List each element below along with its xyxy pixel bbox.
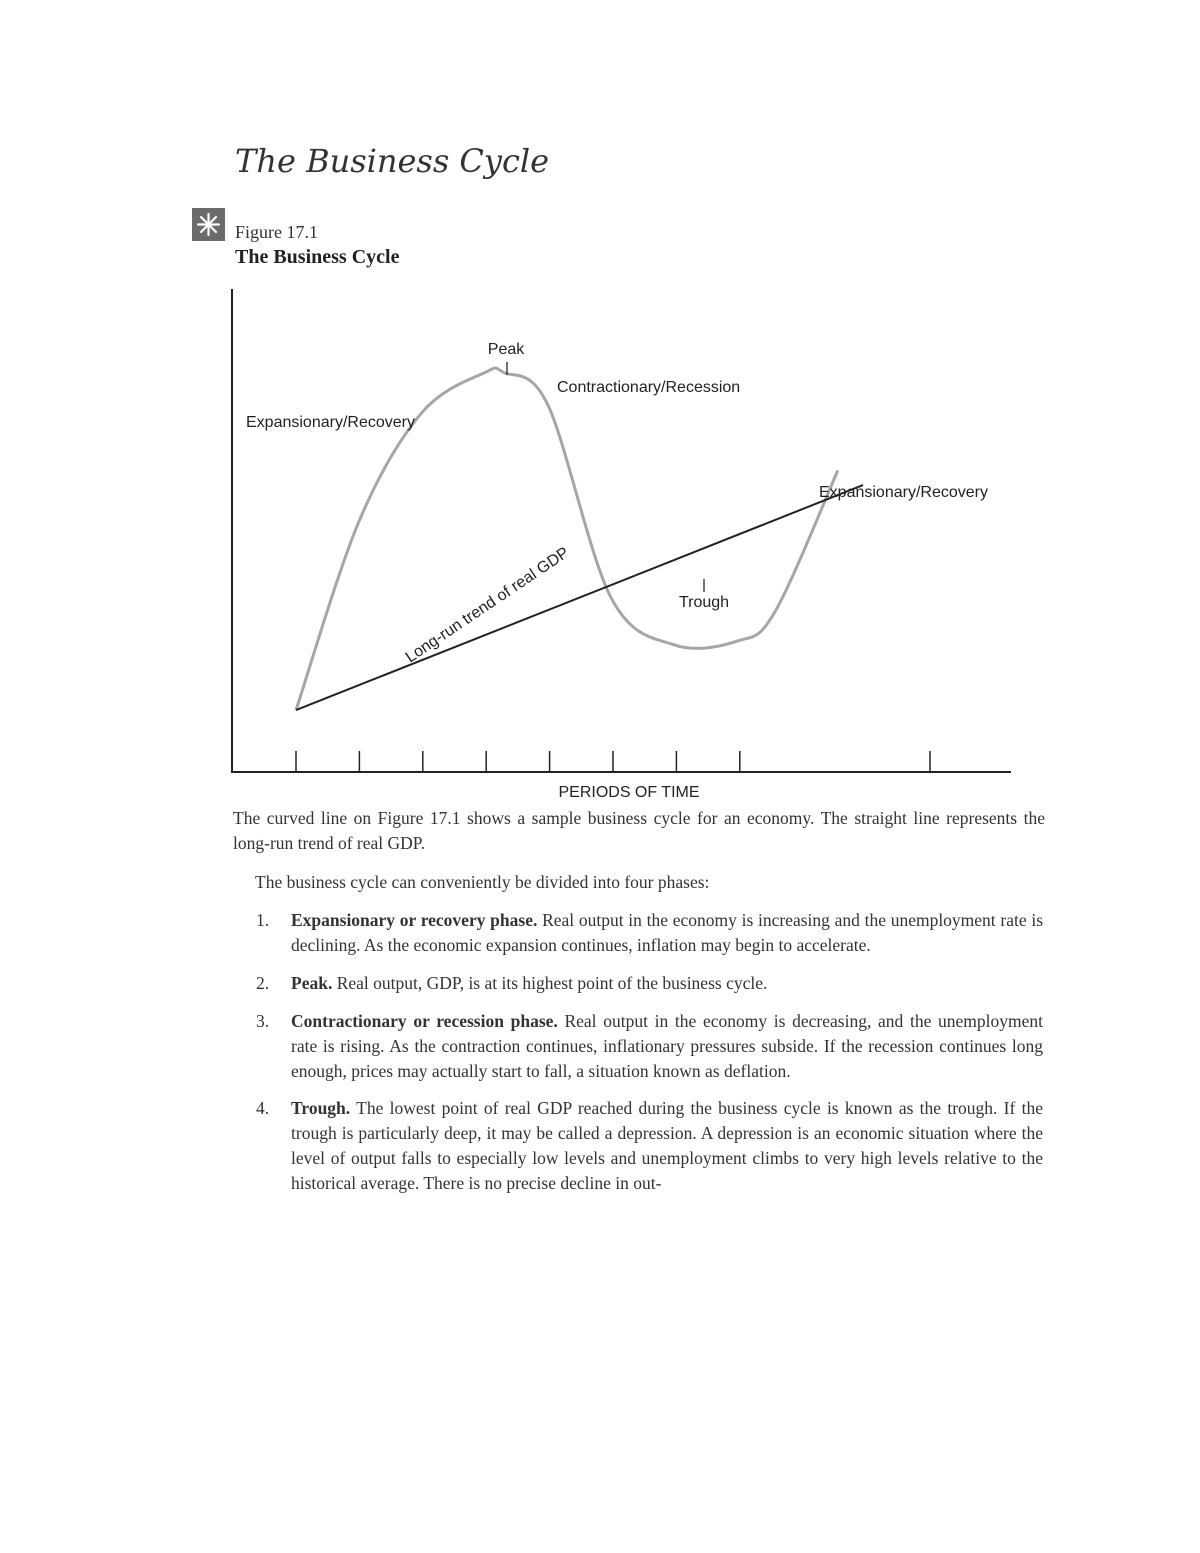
intro-paragraph: The curved line on Figure 17.1 shows a sample business cycle for an economy. The straight line represents the long-run trend of real GDP. bbox=[233, 808, 1045, 853]
phase-body: Real output, GDP, is at its highest point of the business cycle. bbox=[332, 973, 768, 993]
list-item-text bbox=[291, 1096, 1043, 1196]
list-item-text bbox=[291, 1009, 1043, 1084]
trough-label: Trough bbox=[678, 594, 730, 611]
list-number: 1. bbox=[256, 910, 270, 930]
trend-line bbox=[296, 485, 863, 710]
expansion-label-left: Expansionary/Recovery bbox=[246, 414, 415, 431]
lead-paragraph: The business cycle can conveniently be divided into four phases: bbox=[255, 872, 710, 892]
phase-term: Contractionary or recession phase. bbox=[291, 1011, 558, 1031]
section-title: The Business Cycle bbox=[235, 142, 550, 180]
contraction-label: Contractionary/Recession bbox=[557, 379, 741, 396]
phase-term: Trough. bbox=[291, 1098, 351, 1118]
expansion-label-right: Expansionary/Recovery bbox=[819, 484, 988, 501]
figure-title: The Business Cycle bbox=[235, 246, 400, 268]
phase-term: Expansionary or recovery phase. bbox=[291, 910, 538, 930]
phase-term: Peak. bbox=[291, 973, 333, 993]
x-axis-title: PERIODS OF TIME bbox=[558, 784, 700, 801]
phase-body: Real output in the economy is increasing and the unemployment rate is declining. As the economic expansion continues, inflation may begin to accelerate. bbox=[291, 910, 1044, 955]
phase-body: The lowest point of real GDP reached during the business cycle is known as the trough. If the trough is particularly deep, it may be called a depression. A depression is an economic situation where the level of output falls to especially low levels and unemployment climbs to very high levels relative to the historical average. There is no precise decline in out- bbox=[291, 1098, 1043, 1193]
x-axis-ticks bbox=[296, 751, 930, 772]
phase-body: Real output in the economy is decreasing, and the unemployment rate is rising. As the contraction continues, inflationary pressures subside. If the recession continues long enough, prices may actually start to fall, a situation known as deflation. bbox=[291, 1011, 1043, 1081]
figure-label: Figure 17.1 bbox=[235, 222, 318, 242]
list-number: 3. bbox=[256, 1011, 270, 1031]
trend-label: Long-run trend of real GDP bbox=[402, 544, 573, 667]
peak-label: Peak bbox=[487, 341, 525, 358]
list-number: 4. bbox=[256, 1098, 270, 1118]
list-number: 2. bbox=[256, 973, 270, 993]
list-item-text bbox=[291, 908, 1043, 958]
list-item-text bbox=[291, 971, 1043, 996]
